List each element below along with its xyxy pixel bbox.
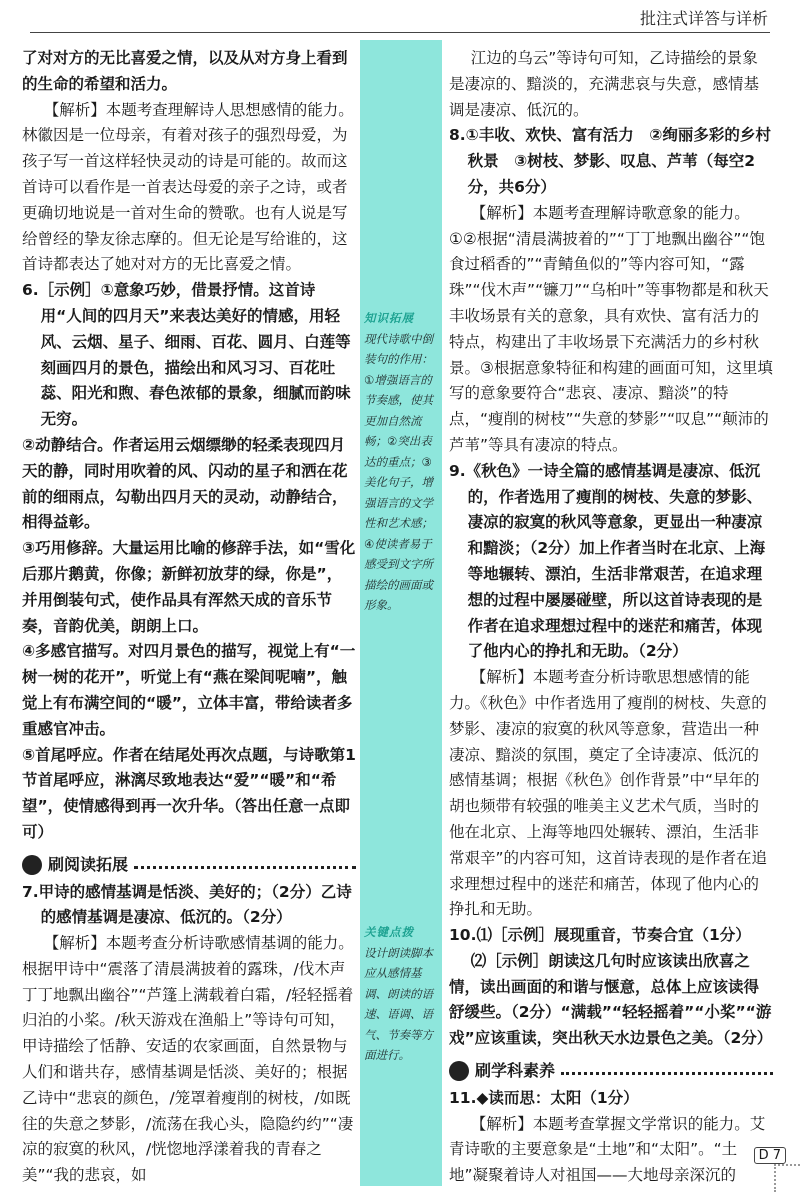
answer-6: 6.［示例］①意象巧妙，借景抒情。这首诗用“人间的四月天”来表达美好的情感，用轻风、云烟、星子、细雨、百花、圆月、白莲等刻画四月的景色，描绘出和风习习、百花吐蕊、阳光和煦、春色浓郁的景象，细腻而韵味无穷。 <box>22 281 351 429</box>
answer-continuation: 了对对方的无比喜爱之情，以及从对方身上看到的生命的希望和活力。 <box>22 49 348 93</box>
sidebar-title: 关键点拨 <box>364 925 414 939</box>
analysis-9: 【解析】本题考查分析诗歌思想感情的能力。《秋色》中作者选用了瘦削的树枝、失意的梦影、凄凉的寂寞的秋风等意象，营造出一种凄凉、黯淡的氛围，奠定了全诗凄凉、低沉的感情基调；根据《秋色》创作背景”中“早年的胡也频带有较强的唯美主义艺术气质，当时的他在北京、上海等地四处辗转、漂泊，生活非常艰辛”的内容可知，这首诗表现的是作者在追求理想过程中的迷茫和痛苦，体现了他内心的挣扎和无助。 <box>449 668 768 919</box>
answer-11: 11.◆读而思：太阳（1分） <box>449 1088 639 1107</box>
answer-6-part2: ②动静结合。作者运用云烟缥缈的轻柔表现四月天的静，同时用吹着的风、闪动的星子和洒在花前的细雨点，勾勒出四月天的灵动，动静结合，相得益彰。 <box>22 435 348 532</box>
analysis-7-continuation: 江边的乌云”等诗句可知，乙诗描绘的景象是凄凉的、黯淡的，充满悲哀与失意，感情基调是凄凉、低沉的。 <box>449 49 760 119</box>
sidebar-body: 现代诗歌中倒装句的作用：①增强语言的节奏感，使其更加自然流畅；②突出表达的重点；③美化句子，增强语言的文学性和艺术感；④使读者易于感受到文字所描绘的画面或形象。 <box>364 331 433 612</box>
brush-icon <box>22 855 42 875</box>
sidebar-body: 设计朗读脚本应从感情基调、朗读的语速、语调、语气、节奏等方面进行。 <box>364 945 433 1062</box>
answer-10-part2: ⑵［示例］朗读这几句时应该读出欣喜之情，读出画面的和谐与惬意，总体上应该读得舒缓些。（2分）“满载”“轻轻摇着”“小桨”“游戏”应该重读，突出秋天水边景色之美。（2分） <box>449 951 773 1048</box>
left-column <box>22 46 356 1189</box>
corner-decoration <box>774 1164 800 1192</box>
page-number: D 7 <box>754 1147 786 1164</box>
right-column <box>449 46 773 1189</box>
answer-10: 10.⑴［示例］展现重音，节奏合宜（1分） <box>449 926 751 945</box>
answer-7: 7.甲诗的感情基调是恬淡、美好的；（2分）乙诗的感情基调是凄凉、低沉的。（2分） <box>22 882 352 927</box>
analysis-5: 【解析】本题考查理解诗人思想感情的能力。林徽因是一位母亲，有着对孩子的强烈母爱，为孩子写一首这样轻快灵动的诗是可能的。故而这首诗可以看作是一首表达母爱的亲子之诗，或者更确切地说是一首对生命的赞歌。也有人说是写给曾经的挚友徐志摩的。但无论是写给谁的，这首诗都表达了她对对方的无比喜爱之情。 <box>22 100 354 274</box>
sidebar-knowledge <box>364 308 436 616</box>
answer-9: 9.《秋色》一诗全篇的感情基调是凄凉、低沉的，作者选用了瘦削的树枝、失意的梦影、凄凉的寂寞的秋风等意象，更显出一种凄凉和黯淡；（2分）加上作者当时在北京、上海等地辗转、漂泊，生活非常艰苦，在追求理想的过程中屡屡碰壁，所以这首诗表现的是作者在追求理想过程中的迷茫和痛苦，体现了他内心的挣扎和无助。（2分） <box>449 461 766 661</box>
dotted-rule <box>561 1072 773 1075</box>
header-title: 批注式详答与详析 <box>639 9 768 28</box>
section-title: 刷阅读拓展 <box>48 854 129 874</box>
section-heading-literacy <box>449 1058 773 1084</box>
brush-icon <box>449 1061 469 1081</box>
sidebar-title: 知识拓展 <box>364 311 414 325</box>
header-divider <box>30 32 770 33</box>
sidebar-keypoint <box>364 922 436 1066</box>
section-heading-reading <box>22 852 356 878</box>
answer-8: 8.①丰收、欢快、富有活力 ②绚丽多彩的乡村秋景 ③树枝、梦影、叹息、芦苇（每空2分，共6分） <box>449 126 771 196</box>
answer-6-part5: ⑤首尾呼应。作者在结尾处再次点题，与诗歌第1节首尾呼应，淋漓尽致地表达“爱”“暖”和“希望”，使情感得到再一次升华。（答出任意一点即可） <box>22 745 356 841</box>
answer-6-part4: ④多感官描写。对四月景色的描写，视觉上有“一树一树的花开”，听觉上有“燕在梁间呢喃”，触觉上有布满空间的“暖”，立体丰富，带给读者多重感官冲击。 <box>22 642 356 738</box>
analysis-7: 【解析】本题考查分析诗歌感情基调的能力。根据甲诗中“震落了清晨满披着的露珠，/伐木声丁丁地飘出幽谷”“芦篷上满载着白霜，/轻轻摇着归泊的小桨。/秋天游戏在渔船上”等诗句可知，甲诗描绘了恬静、安适的农家画面，自然景物与人们和谐共存，感情基调是恬淡、美好的；根据乙诗中“悲哀的颜色，/笼罩着瘦削的树枝，/如既往的失意之梦影，/流荡在我心头，隐隐约约”“凄凉的寂寞的秋风，/恍惚地浮漾着我的青春之美”“我的悲哀，如 <box>22 934 354 1185</box>
analysis-11: 【解析】本题考查掌握文学常识的能力。艾青诗歌的主要意象是“土地”和“太阳”。“土地”凝聚着诗人对祖国——大地母亲深沉的 <box>449 1114 766 1185</box>
answer-6-part3: ③巧用修辞。大量运用比喻的修辞手法，如“雪化后那片鹅黄，你像；新鲜初放芽的绿，你是”，并用倒装句式，使作品具有浑然天成的音乐节奏，音韵优美，朗朗上口。 <box>22 539 356 635</box>
analysis-8: 【解析】本题考查理解诗歌意象的能力。①②根据“清晨满披着的”“丁丁地飘出幽谷”“饱食过稻香的”“青鲭鱼似的”等内容可知，“露珠”“伐木声”“镰刀”“乌桕叶”等事物都是和秋天丰收场景有关的意象，具有欢快、富有活力的特点，构建出了丰收场景下充满活力的乡村秋景。③根据意象特征和构建的画面可知，这里填写的意象要符合“悲哀、凄凉、黯淡”的特点，“瘦削的树枝”“失意的梦影”“叹息”“颠沛的芦苇”等具有凄凉的特点。 <box>449 203 773 454</box>
section-title: 刷学科素养 <box>475 1061 556 1081</box>
dotted-rule <box>134 866 356 869</box>
